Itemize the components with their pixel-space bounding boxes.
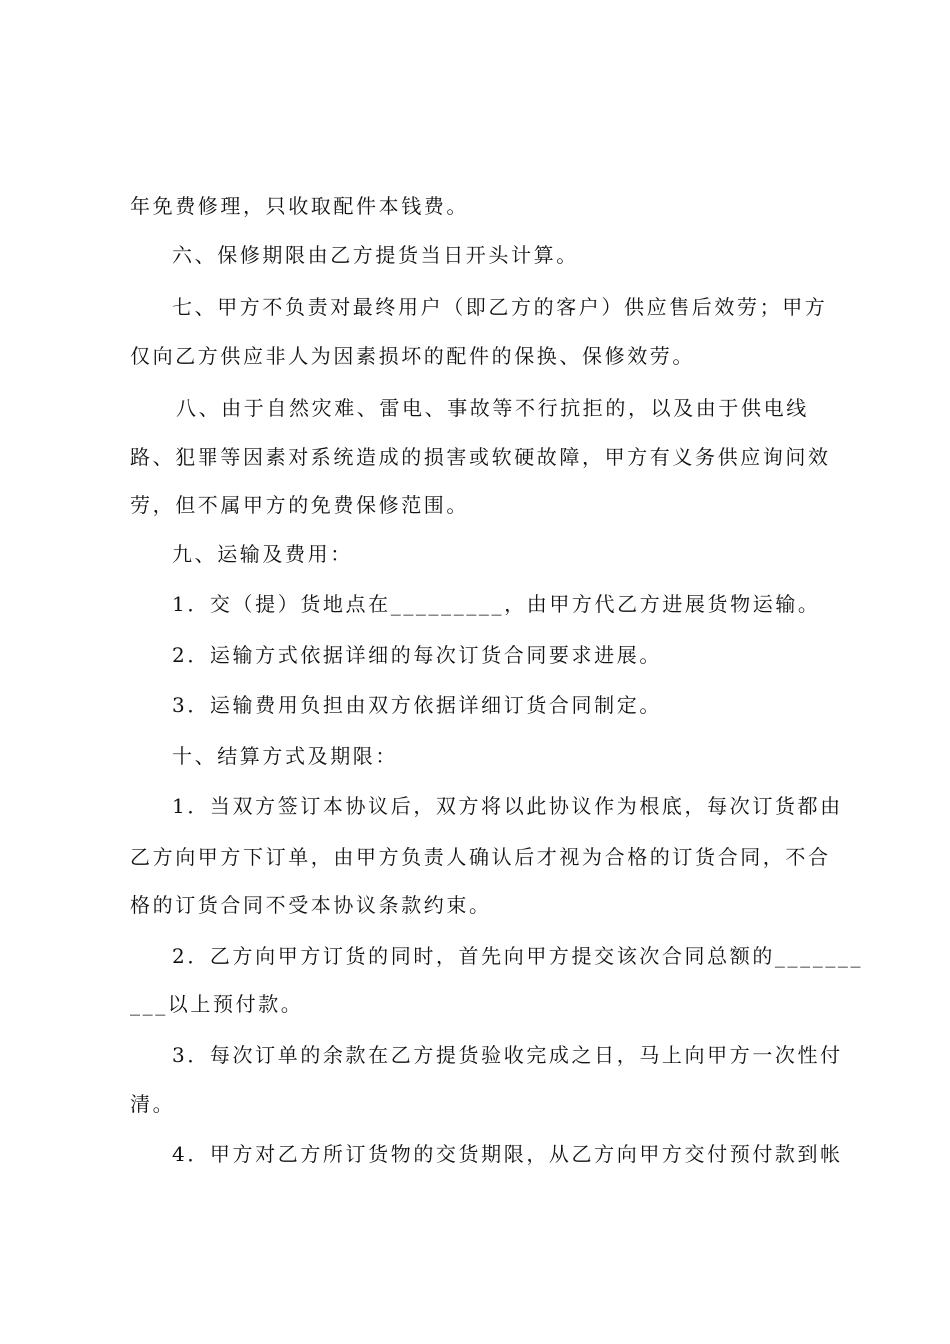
text-line: 八、由于自然灾难、雷电、事故等不行抗拒的，以及由于供电线 [176, 396, 809, 420]
text-line: 2．运输方式依据详细的每次订货合同要求进展。 [172, 643, 662, 667]
text-line: 3．运输费用负担由双方依据详细订货合同制定。 [172, 693, 662, 717]
text-line: 清。 [130, 1092, 176, 1116]
text-line: 六、保修期限由乙方提货当日开头计算。 [172, 243, 579, 267]
text-line: 乙方向甲方下订单，由甲方负责人确认后才视为合格的订货合同，不合 [130, 845, 831, 869]
text-line: 3．每次订单的余款在乙方提货验收完成之日，马上向甲方一次性付 [172, 1043, 843, 1067]
text-line: 格的订货合同不受本协议条款约束。 [130, 893, 492, 917]
text-line: 1．当双方签订本协议后，双方将以此协议作为根底，每次订货都由 [172, 794, 843, 818]
text-line: 路、犯罪等因素对系统造成的损害或软硬故障，甲方有义务供应询问效 [130, 445, 831, 469]
text-line: ___以上预付款。 [130, 992, 304, 1016]
text-line: 劳，但不属甲方的免费保修范围。 [130, 493, 469, 517]
text-line: 年免费修理，只收取配件本钱费。 [130, 194, 469, 218]
text-line: 仅向乙方供应非人为因素损坏的配件的保换、保修效劳。 [130, 344, 695, 368]
text-line: 2．乙方向甲方订货的同时，首先向甲方提交该次合同总额的_______ [172, 944, 864, 968]
text-line: 九、运输及费用： [172, 542, 353, 566]
text-line: 1．交（提）货地点在_________，由甲方代乙方进展货物运输。 [172, 592, 821, 616]
text-line: 十、结算方式及期限： [172, 744, 398, 768]
text-line: 4．甲方对乙方所订货物的交货期限，从乙方向甲方交付预付款到帐 [172, 1142, 843, 1166]
text-line: 七、甲方不负责对最终用户（即乙方的客户）供应售后效劳；甲方 [172, 295, 828, 319]
